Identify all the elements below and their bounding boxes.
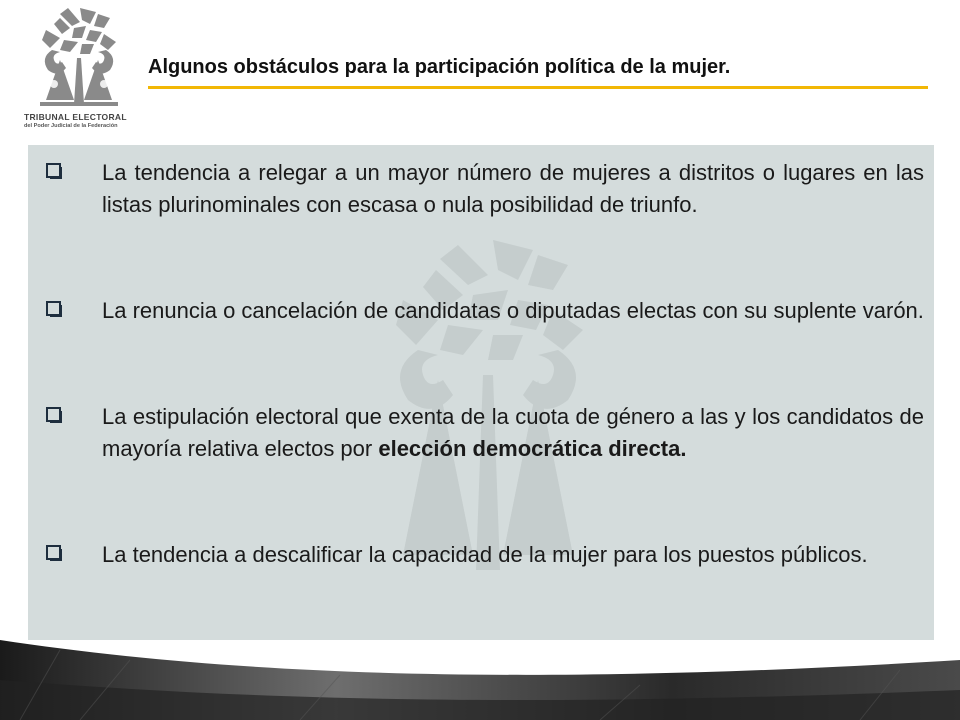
- list-item-text-regular: La estipulación electoral que exenta de la cuota de género a las y los candidatos de mayoría relativa electos por: [102, 404, 924, 461]
- list-item-text: La tendencia a relegar a un mayor número de mujeres a distritos o lugares en las listas plurinominales con escasa o nula posibilidad de triunfo.: [102, 160, 924, 217]
- list-item-text: La renuncia o cancelación de candidatas o diputadas electas con su suplente varón.: [102, 298, 924, 323]
- checkbox-square-icon: [46, 545, 62, 561]
- title-underline: [148, 86, 928, 89]
- checkbox-square-icon: [46, 301, 62, 317]
- logo-org-subtitle: del Poder Judicial de la Federación: [24, 123, 118, 129]
- checkbox-square-icon: [46, 407, 62, 423]
- content-panel: [28, 145, 934, 640]
- bullet-list: [28, 145, 934, 640]
- tribunal-logo: [20, 4, 138, 132]
- tribunal-emblem-icon: [20, 4, 138, 112]
- list-item-text-bold: elección democrática directa.: [378, 436, 687, 461]
- page-title: Algunos obstáculos para la participación política de la mujer.: [148, 56, 731, 78]
- logo-org-name: TRIBUNAL ELECTORAL: [24, 112, 127, 122]
- footer-decoration: [0, 630, 960, 720]
- checkbox-square-icon: [46, 163, 62, 179]
- list-item-text: La tendencia a descalificar la capacidad de la mujer para los puestos públicos.: [102, 542, 868, 567]
- list-item-text: [102, 401, 924, 465]
